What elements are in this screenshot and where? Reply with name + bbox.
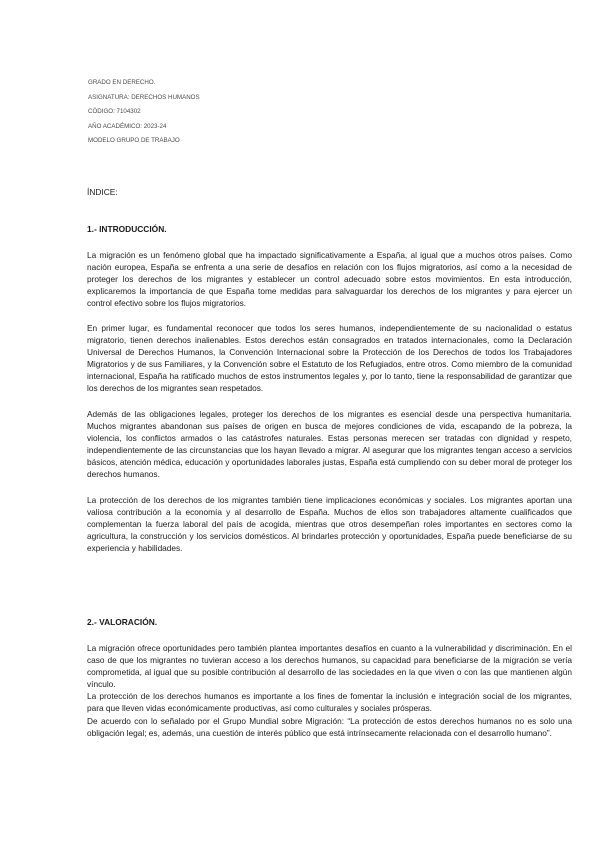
section-1-paragraph-4 bbox=[87, 494, 572, 554]
model-line: MODELO GRUPO DE TRABAJO bbox=[88, 137, 180, 145]
degree-line: GRADO EN DERECHO. bbox=[88, 79, 156, 86]
subject-line: ASIGNATURA: DERECHOS HUMANOS bbox=[88, 93, 200, 101]
section-2-heading: 2.- VALORACIÓN. bbox=[87, 617, 158, 627]
section-1-paragraph-1 bbox=[87, 249, 572, 309]
course-header bbox=[88, 76, 200, 149]
paragraph-text: De acuerdo con lo señalado por el Grupo Mundial sobre Migración: “La protección de estos derechos humanos no es solo una obligación legal; es, además, una cuestión de interés público que está intrínsecamente relacionada con el desarrollo humano”. bbox=[87, 715, 572, 738]
paragraph-text: La protección de los derechos de los migrantes también tiene implicaciones económicas y sociales. Los migrantes aportan una valiosa contribución a la economía y al desarrollo de España. Muchos de ellos son trabajadores altamente cualificados que complementan la fuerza laboral del país de acogida, mientras que otros desempeñan roles importantes en sectores como la agricultura, la construcción y los servicios domésticos. Al brindarles protección y oportunidades, España puede beneficiarse de su experiencia y habilidades. bbox=[87, 495, 572, 554]
paragraph-text: En primer lugar, es fundamental reconocer que todos los seres humanos, independientemente de su nacionalidad o estatus migratorio, tienen derechos inalienables. Estos derechos están consagrados en tratados internacionales, como la Declaración Universal de Derechos Humanos, la Convención Internacional sobre la Protección de los Derechos de todos los Trabajadores Migratorios y de sus Familiares, y la Convención sobre el Estatuto de los Refugiados, entre otros. Como miembro de la comunidad internacional, España ha ratificado muchos de estos instrumentos legales y, por lo tanto, tiene la responsabilidad de garantizar que los derechos de los migrantes sean respetados. bbox=[87, 323, 572, 394]
paragraph-text: La protección de los derechos humanos es importante a los fines de fomentar la inclusión e integración social de los migrantes, para que lleven vidas económicamente productivas, así como culturales y sociales prósperas. bbox=[87, 691, 572, 714]
paragraph-text: La migración ofrece oportunidades pero también plantea importantes desafíos en cuanto a la vulnerabilidad y discriminación. En el caso de que los migrantes no tuvieran acceso a los derechos humanos, su capacidad para beneficiarse de la migración se vería comprometida, al igual que su posible contribución al desarrollo de las sociedades en la que viven o con las que mantienen algún vínculo. bbox=[87, 643, 572, 690]
section-2-paragraphs bbox=[87, 642, 572, 739]
paragraph-text: Además de las obligaciones legales, proteger los derechos de los migrantes es esencial desde una perspectiva humanitaria. Muchos migrantes abandonan sus países de origen en busca de mejores condiciones de vida, escapando de la pobreza, la violencia, los conflictos armados o las catástrofes naturales. Estas personas merecen ser tratadas con dignidad y respeto, independientemente de las circunstancias que los hayan llevado a migrar. Al asegurar que los migrantes tengan acceso a servicios básicos, atención médica, educación y oportunidades laborales justas, España está cumpliendo con su deber moral de proteger los derechos humanos. bbox=[87, 409, 572, 480]
code-line: CÓDIGO: 7104302 bbox=[88, 108, 141, 116]
section-1-paragraph-2 bbox=[87, 322, 572, 395]
section-1-paragraph-3 bbox=[87, 408, 572, 481]
section-1-heading: 1.- INTRODUCCIÓN. bbox=[87, 224, 167, 234]
academic-year-line: AÑO ACADÉMICO: 2023-24 bbox=[88, 122, 167, 130]
paragraph-text: La migración es un fenómeno global que ha impactado significativamente a España, al igual que a muchos otros países. Como nación europea, España se enfrenta a una serie de desafíos en relación con los flujos migratorios, así como a la necesidad de proteger los derechos de los migrantes y establecer un control adecuado sobre estos movimientos. En esta introducción, explicaremos la importancia de que España tome medidas para salvaguardar los derechos de los migrantes y para ejercer un control efectivo sobre los flujos migratorios. bbox=[87, 250, 572, 309]
index-title: ÍNDICE: bbox=[87, 187, 118, 197]
